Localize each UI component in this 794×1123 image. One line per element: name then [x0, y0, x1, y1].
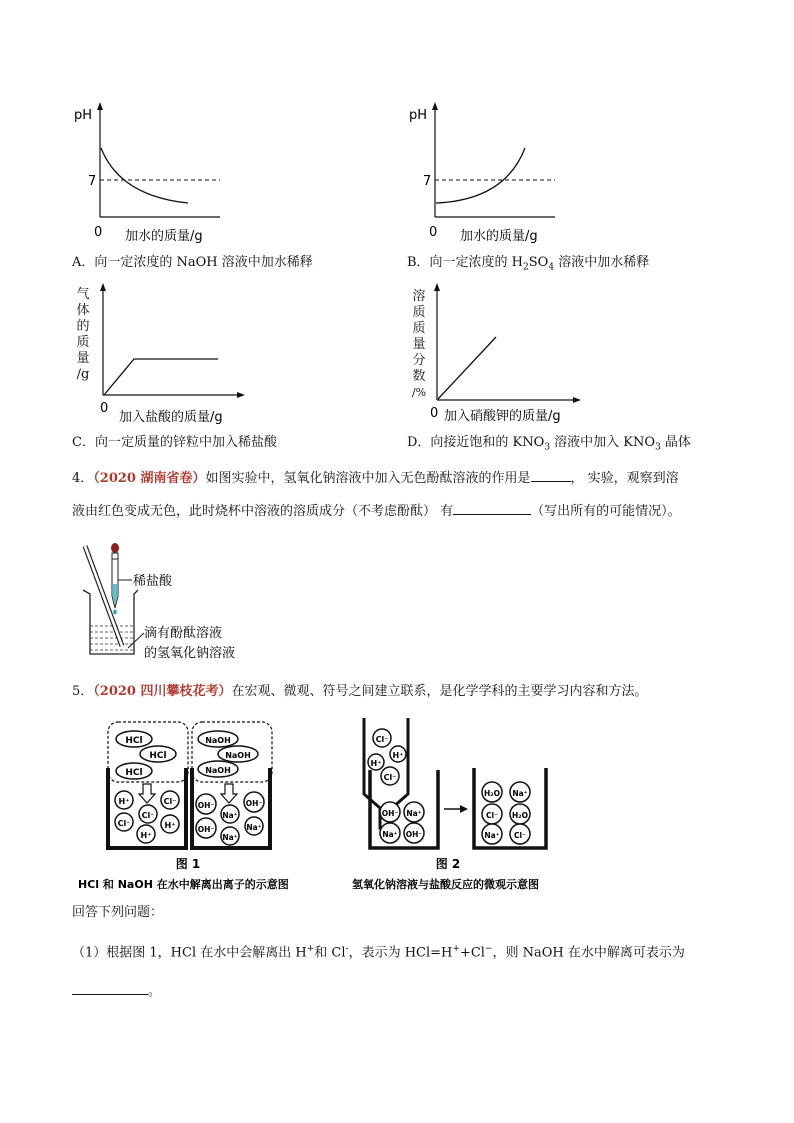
fig1-right-ion-1: OH⁻	[197, 801, 215, 810]
graph-d	[424, 280, 589, 425]
q5-answer-blank-1[interactable]	[72, 982, 148, 995]
fig1-left-ion-3: Cl⁻	[141, 811, 155, 820]
q4-number: 4．	[72, 471, 94, 486]
graph-d-x-arrow	[573, 397, 581, 403]
graph-d-ylabel: 溶 质 质 量 分 数 /%	[411, 289, 427, 399]
fig1-left-ion-1: H⁺	[118, 797, 130, 806]
fig1-caption: HCl 和 NaOH 在水中解离出离子的示意图	[78, 878, 289, 891]
fig1-right-ion-4: OH⁻	[197, 825, 215, 834]
graph-b-seven: 7	[423, 174, 432, 189]
q4-source: （2020 湖南省卷）	[93, 471, 206, 486]
fig1-right-arrow	[221, 784, 237, 803]
graph-a-ylabel: pH	[74, 108, 93, 123]
label-solution-line2: 的氢氧化钠溶液	[144, 646, 236, 661]
fig2-right-ion-2: Na⁺	[512, 789, 528, 798]
fig1-right-ion-6: Na⁺	[246, 823, 262, 832]
graph-b-origin: 0	[429, 225, 438, 240]
q5-source: （2020 四川攀枝花考）	[93, 684, 232, 699]
graph-a-seven: 7	[88, 174, 97, 189]
fig2-label: 图 2	[435, 857, 461, 871]
q5-number: 5．	[72, 684, 94, 699]
fig1-left-arrow	[139, 784, 155, 803]
fig1-left-ion-2: Cl⁻	[163, 797, 177, 806]
graph-a-caption: A．向一定浓度的 NaOH 溶液中加水稀释	[72, 255, 313, 270]
fig2-dropper-ion-3: H⁺	[370, 759, 382, 768]
solution-pointer	[128, 633, 144, 648]
fig2-right-ion-5: Na⁺	[484, 831, 500, 840]
fig2-left-ion-3: Na⁺	[382, 830, 398, 839]
dropper	[111, 543, 119, 615]
fig1-oval-hcl-1: HCl	[125, 736, 143, 746]
fig1-right-ion-5: Na⁺	[222, 833, 238, 842]
graph-b	[405, 100, 565, 245]
graph-b-caption: B．向一定浓度的 $H_2SO_4$ 溶液中加水稀释	[407, 255, 650, 273]
graph-b-y-arrow	[432, 102, 438, 110]
graph-c-y-arrow	[100, 283, 106, 291]
q5-answer-prompt: 回答下列问题：	[72, 905, 164, 920]
graph-d-caption: D．向接近饱和的 $KNO_3$ 溶液中加入 $KNO_3$ 晶体	[407, 435, 691, 453]
graph-c-xlabel: 加入盐酸的质量/g	[119, 410, 223, 425]
graph-c-curve	[104, 359, 218, 395]
fig2-dropper-ion-2: H⁺	[392, 751, 404, 760]
fig1-oval-naoh-2: NaOH	[225, 751, 251, 760]
q4-line1: 4．（2020 湖南省卷）如图实验中，氢氧化钠溶液中加入无色酚酞溶液的作用是 ， 实验，观察到溶	[72, 471, 679, 486]
q5-sub1-line2: 。	[72, 982, 161, 1001]
fig1-label: 图 1	[175, 857, 201, 871]
graph-c	[90, 280, 250, 425]
fig2-dropper-ion-4: Cl⁻	[383, 773, 397, 782]
graph-a-curve	[101, 148, 188, 203]
graph-c-caption: C．向一定质量的锌粒中加入稀盐酸	[72, 435, 277, 450]
q4-line2: 液由红色变成无色，此时烧杯中溶液的溶质成分（不考虑酚酞） 有 （写出所有的可能情况）。	[72, 504, 681, 519]
fig2-left-ion-2: Na⁺	[406, 809, 422, 818]
q5-sub1-line1: （1）根据图 1，HCl 在水中会解离出 H+和 Cl-，表示为 HCl=H++Cl−，则 NaOH 在水中解离可表示为	[72, 944, 685, 961]
fig2-right-ion-4: H₂O	[512, 811, 528, 820]
fig2-left-ion-1: OH⁻	[381, 809, 399, 818]
fig2-dropper-ion-1: Cl⁻	[375, 735, 389, 744]
fig1-oval-naoh-1: NaOH	[205, 736, 231, 745]
graph-b-xlabel: 加水的质量/g	[460, 229, 538, 244]
graph-d-curve	[438, 337, 496, 399]
fig2-right-ion-1: H₂O	[484, 789, 500, 798]
q4-beaker-apparatus	[78, 538, 278, 664]
graph-d-xlabel: 加入硝酸钾的质量/g	[444, 409, 561, 424]
graph-c-x-arrow	[237, 392, 245, 398]
fig1-right-ion-3: OH⁻	[245, 799, 263, 808]
figure-1	[78, 716, 328, 896]
fig1-right-ion-2: Na⁺	[222, 811, 238, 820]
figure-2	[352, 716, 592, 896]
graph-d-y-arrow	[434, 283, 440, 291]
q4-answer-blank-2[interactable]	[453, 502, 531, 515]
fig1-oval-hcl-3: HCl	[125, 768, 143, 778]
graph-a-xlabel: 加水的质量/g	[125, 229, 203, 244]
graph-a	[70, 100, 230, 245]
fig1-oval-hcl-2: HCl	[149, 751, 167, 761]
graph-b-curve	[436, 148, 525, 203]
fig2-right-ion-3: Cl⁻	[485, 811, 499, 820]
label-dilute-hcl: 稀盐酸	[133, 574, 173, 589]
fig1-left-ion-4: Cl⁻	[117, 819, 131, 828]
graph-c-origin: 0	[100, 401, 109, 416]
fig1-left-ion-6: H⁺	[140, 831, 152, 840]
graph-a-y-arrow	[97, 102, 103, 110]
graph-b-ylabel: pH	[409, 108, 428, 123]
fig2-caption: 氢氧化钠溶液与盐酸反应的微观示意图	[352, 878, 539, 891]
q4-answer-blank-1[interactable]	[531, 469, 571, 482]
graph-a-origin: 0	[94, 225, 103, 240]
graph-d-origin: 0	[430, 406, 439, 421]
graph-c-ylabel: 气 体 的 质 量 /g	[76, 287, 90, 382]
q5-intro: 5．（2020 四川攀枝花考）在宏观、微观、符号之间建立联系，是化学学科的主要学习内容和方法。	[72, 684, 648, 699]
label-solution-line1: 滴有酚酞溶液	[144, 626, 223, 641]
fig2-left-ion-4: OH⁻	[405, 830, 423, 839]
fig1-left-ion-5: H⁺	[164, 821, 176, 830]
fig2-right-ion-6: Cl⁻	[513, 831, 527, 840]
fig1-oval-naoh-3: NaOH	[205, 766, 231, 775]
